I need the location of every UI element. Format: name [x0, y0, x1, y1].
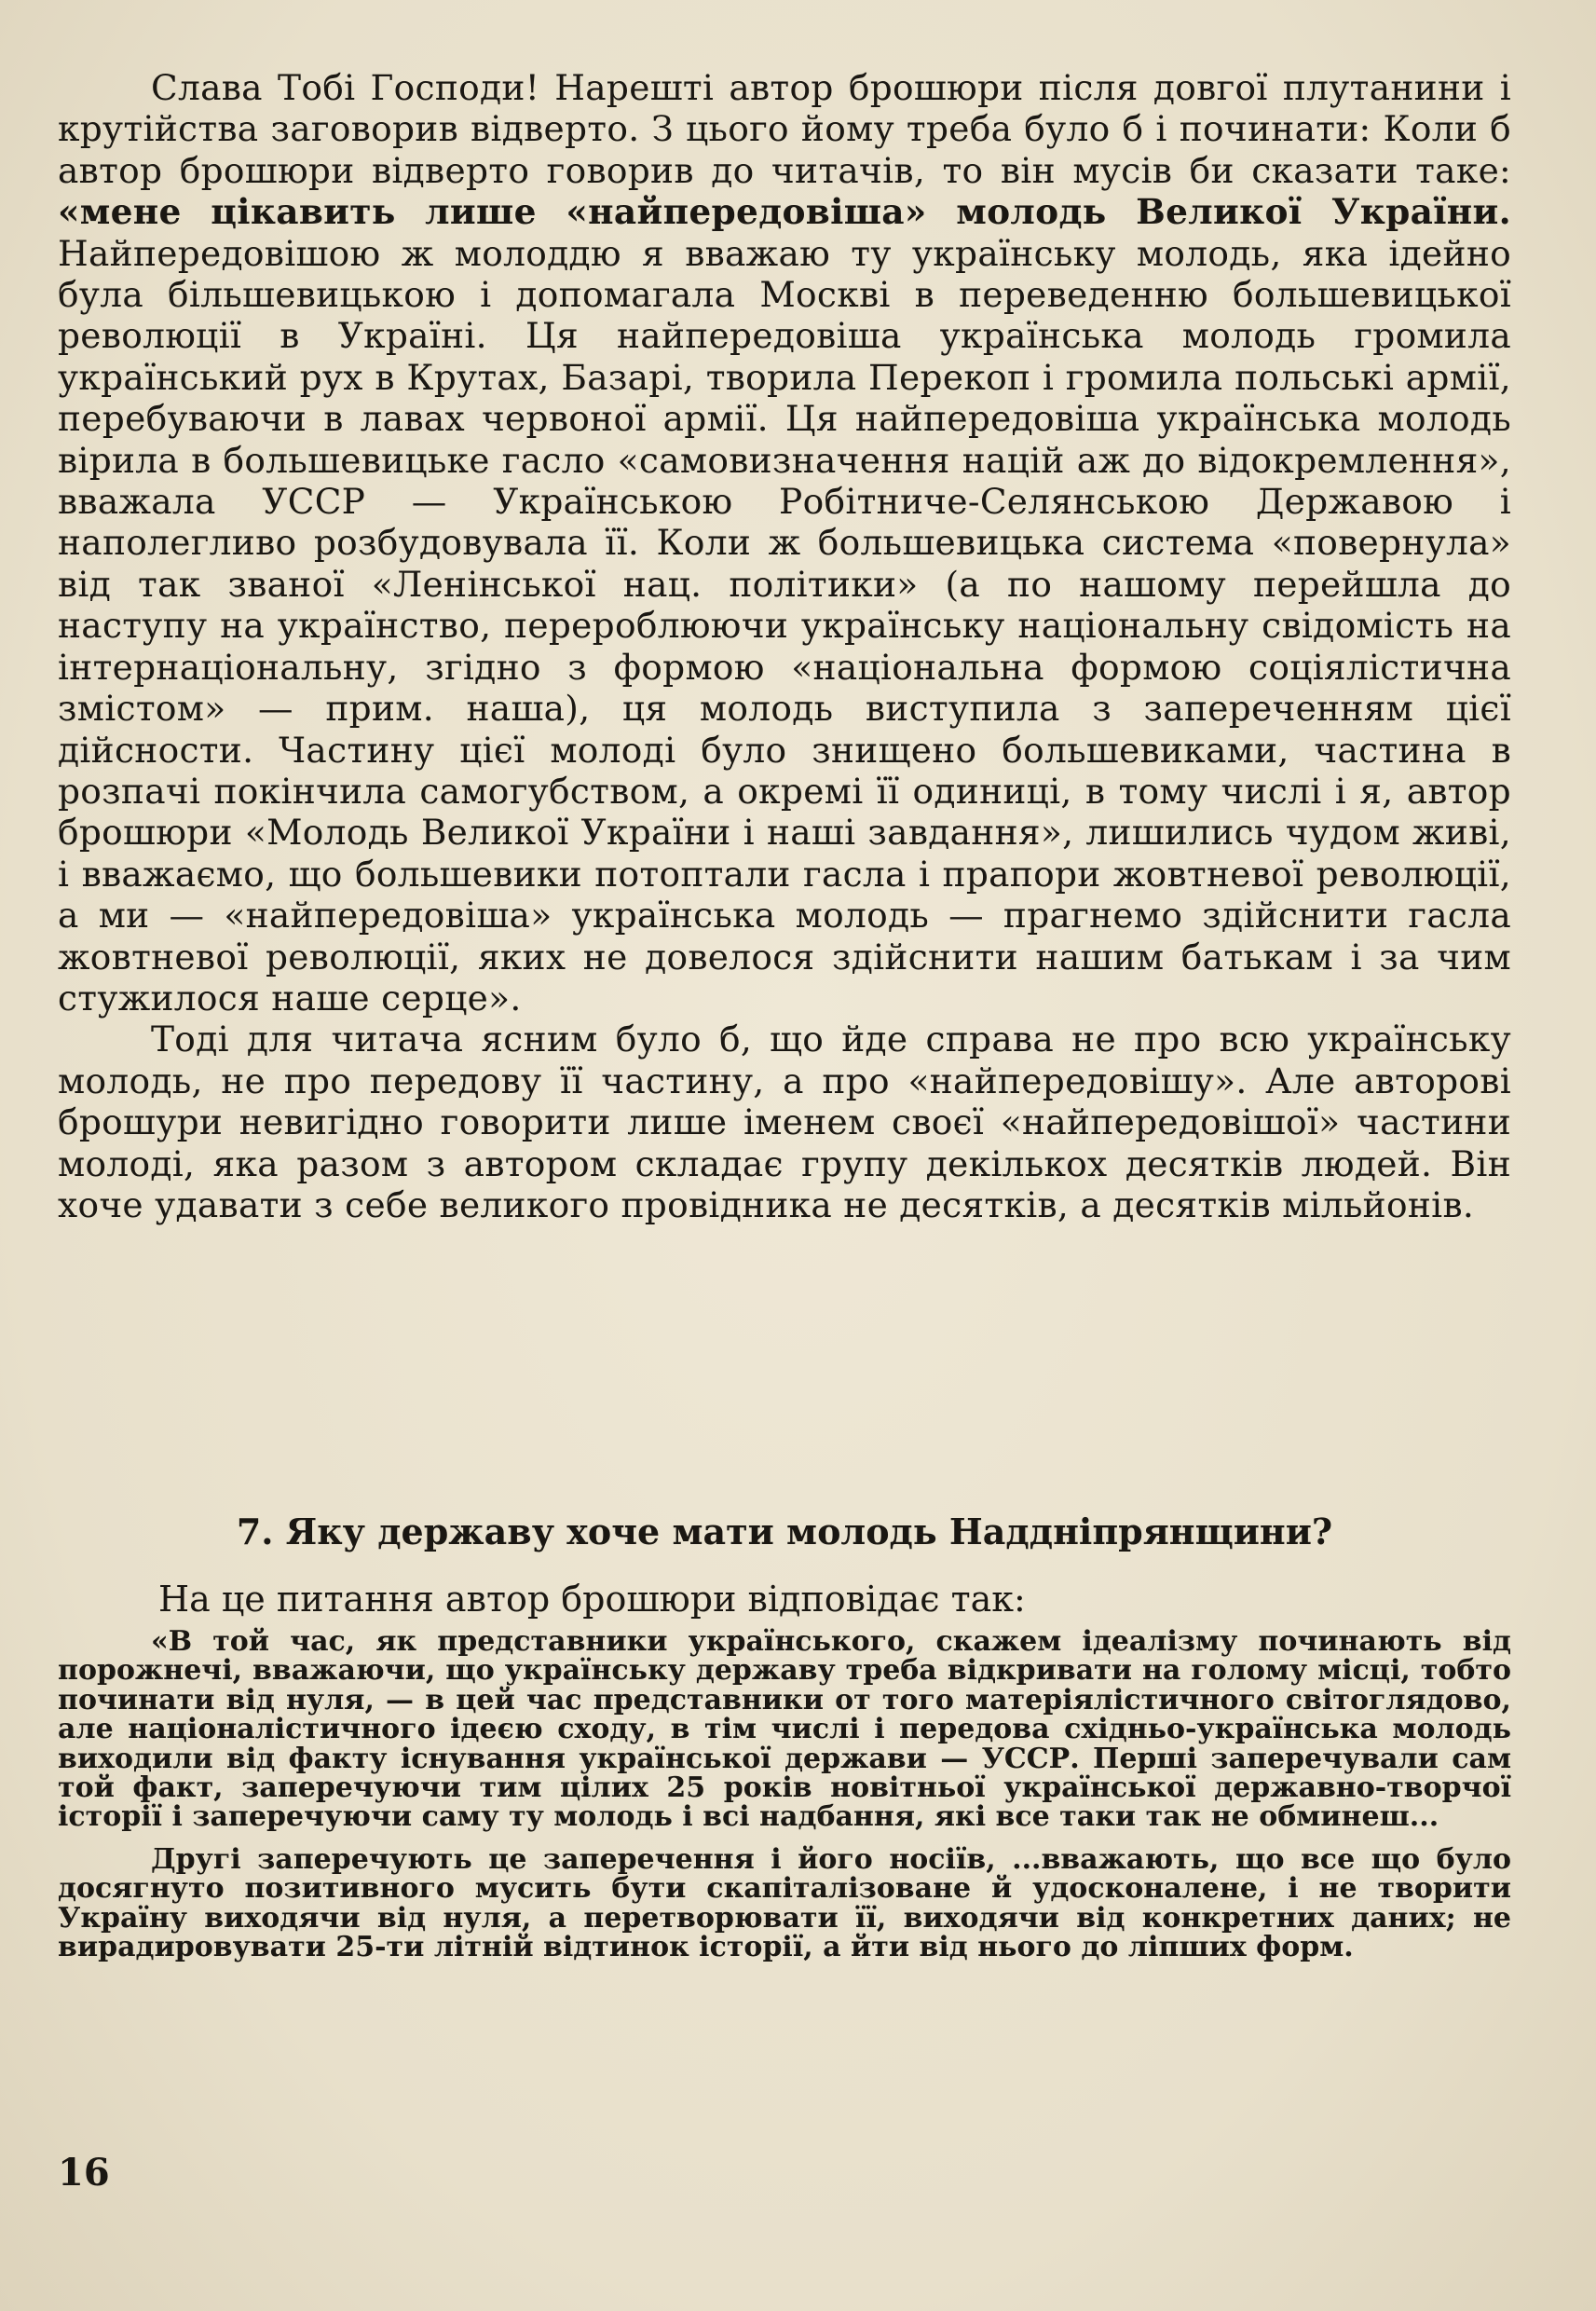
- paragraph: [58, 1019, 1511, 1225]
- emphasized-text: «мене цікавить лише «найпередовіша» молодь Великої України.: [58, 191, 1511, 233]
- text-run: Слава Тобі Господи! Нарешті автор брошюри після довгої плутанини і крутійства заговорив відверто. З цього йому треба було б і починати: Коли б автор брошюри відверто говорив до читачів, то він мусів би сказати таке:: [58, 67, 1511, 191]
- lead-in-sentence: На це питання автор брошюри відповідає так:: [158, 1579, 1026, 1620]
- block-quote: [58, 1627, 1511, 1975]
- section-heading: 7. Яку державу хоче мати молодь Наддніпрянщини?: [236, 1511, 1333, 1552]
- main-text: [58, 67, 1511, 1225]
- page-number: 16: [58, 2151, 110, 2195]
- text-run: Найпередовішою ж молоддю я вважаю ту українську молодь, яка ідейно була більшевицькою і допомагала Москві в переведенню большевицької революції в Україні. Ця найпередовіша українська молодь громила український рух в Крутах, Базарі, творила Перекоп і громила польські армії, перебуваючи в лавах червоної армії. Ця найпередовіша українська молодь вірила в большевицьке гасло «самовизначення націй аж до відокремлення», вважала УССР — Українською Робітниче-Селянською Державою і наполегливо розбудовувала її. Коли ж большевицька система «повернула» від так званої «Ленінської нац. політики» (а по нашому перейшла до наступу на українство, перероблюючи українську національну свідомість на інтернаціональну, згідно з формою «національна формою соціялістична змістом» — прим. наша), ця молодь виступила з запереченням цієї дійсности. Частину цієї молоді було знищено большевиками, частина в розпачі покінчила самогубством, а окремі її одиниці, в тому числі і я, автор брошюри «Молодь Великої України і наші завдання», лишились чудом живі, і вважаємо, що большевики потоптали гасла і прапори жовтневої революції, а ми — «найпередовіша» українська молодь — прагнемо здійснити гасла жовтневої революції, яких не довелося здійснити нашим батькам і за чим стужилося наше серце».: [58, 232, 1511, 1019]
- quote-paragraph: Другі заперечують це заперечення і його носіїв, ...вважають, що все що було досягнуто позитивного мусить бути скапіталізоване й удосконалене, і не творити Україну виходячи від нуля, а перетворювати її, виходячи від конкретних даних; не вирадировувати 25-ти літній відтинок історії, а йти від нього до ліпших форм.: [58, 1842, 1511, 1964]
- text-run: Тоді для читача ясним було б, що йде справа не про всю українську молодь, не про передову її частину, а про «найпередовішу». Але авторові брошури невигідно говорити лише іменем своєї «найпередовішої» частини молоді, яка разом з автором складає групу декількох десятків людей. Він хоче удавати з себе великого провідника не десятків, а десятків мільйонів.: [58, 1019, 1511, 1225]
- paragraph: [58, 67, 1511, 1019]
- quote-paragraph: «В той час, як представники українського, скажем ідеалізму починають від порожнечі, вважаючи, що українську державу треба відкривати на голому місці, тобто починати від нуля, — в цей час представники от того матеріялістичного світоглядово, але націоналістичного ідеєю сходу, в тім числі і передова східньо-українська молодь виходили від факту існування української держави — УССР. Перші заперечували сам той факт, заперечуючи тим цілих 25 років новітньої української державно-творчої історії і заперечуючи саму ту молодь і всі надбання, які все таки так не обминеш...: [58, 1625, 1511, 1834]
